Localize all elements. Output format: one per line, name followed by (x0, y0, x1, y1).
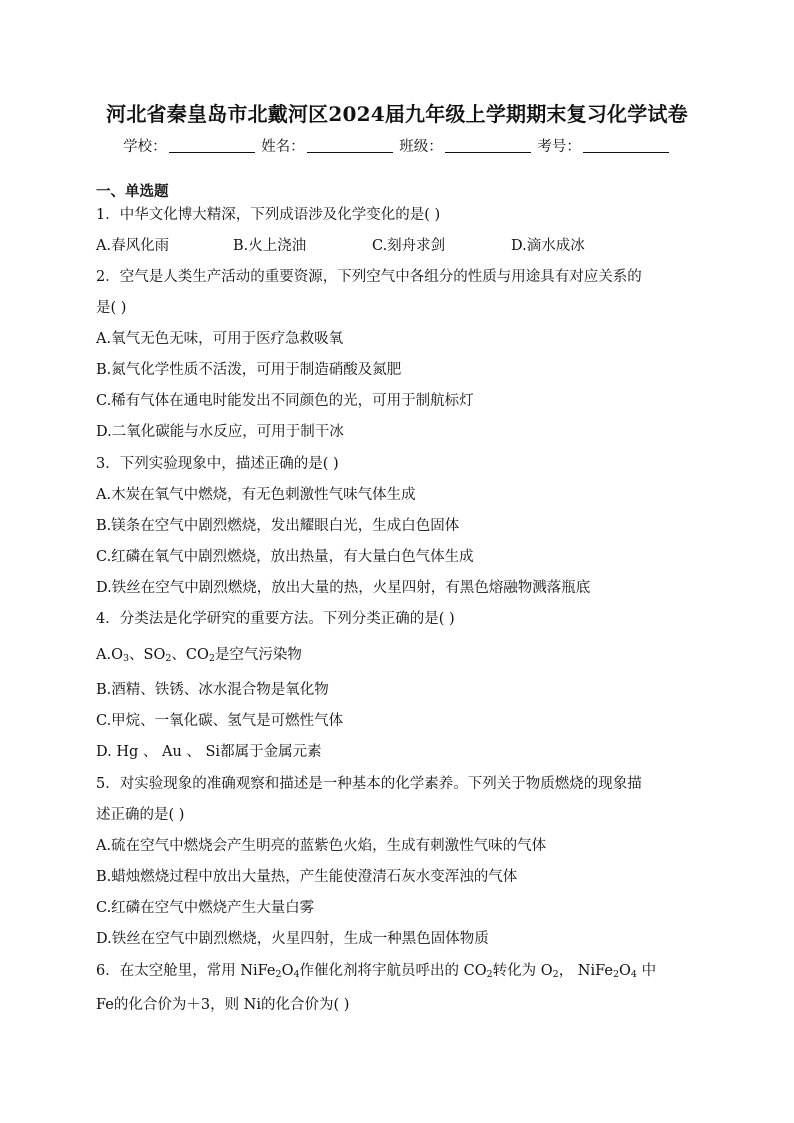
q6-sub5: 2 (612, 969, 620, 980)
q5-option-d: D.铁丝在空气中剧烈燃烧，火星四射，生成一种黑色固体物质 (96, 931, 489, 947)
q4-a-prefix: A. (96, 647, 112, 663)
q1-option-a: A.春风化雨 (96, 238, 170, 254)
q6-stem-line1 (96, 962, 656, 980)
q4-a-so2-sub: 2 (165, 653, 172, 664)
q2-option-a: A.氧气无色无味，可用于医疗急救吸氧 (96, 331, 344, 347)
q2-stem-line2: 是( ) (96, 300, 127, 316)
q5-option-c: C.红磷在空气中燃烧产生大量白雾 (96, 900, 315, 916)
q1-stem: 1．中华文化博大精深，下列成语涉及化学变化的是( ) (96, 207, 441, 223)
q3-option-b: B.镁条在空气中剧烈燃烧，发出耀眼白光，生成白色固体 (96, 518, 460, 534)
q4-a-sep1: 、 (129, 647, 144, 663)
name-blank[interactable] (307, 138, 393, 153)
number-blank[interactable] (583, 138, 669, 153)
q4-a-ozone-sub: 3 (122, 653, 130, 664)
q1-option-b: B.火上浇油 (233, 238, 307, 254)
q6-part5: ， NiFe (558, 963, 613, 979)
q4-option-d: D. Hg 、 Au 、 Si都属于金属元素 (96, 744, 322, 760)
q6-sub4: 2 (552, 969, 559, 980)
school-blank[interactable] (169, 138, 255, 153)
q6-part2: O (281, 963, 294, 979)
q4-a-so2: SO (143, 647, 166, 663)
q4-a-ozone: O (111, 647, 123, 663)
q3-option-c: C.红磷在氧气中剧烈燃烧，放出热量，有大量白色气体生成 (96, 549, 474, 565)
class-label: 班级： (399, 139, 443, 155)
exam-title: 河北省秦皇岛市北戴河区2024届九年级上学期期末复习化学试卷 (106, 102, 688, 126)
q6-part7: 中 (636, 963, 657, 979)
q6-sub3: 2 (486, 969, 493, 980)
q2-stem-line1: 2．空气是人类生产活动的重要资源，下列空气中各组分的性质与用途具有对应关系的 (96, 269, 642, 285)
q6-part4: 转化为 O (492, 963, 553, 979)
q4-option-b: B.酒精、铁锈、冰水混合物是氧化物 (96, 682, 329, 698)
section-heading: 一、单选题 (96, 184, 169, 200)
q2-option-b: B.氮气化学性质不活泼，可用于制造硝酸及氮肥 (96, 362, 402, 378)
q6-sub6: 4 (630, 969, 637, 980)
name-label: 姓名： (261, 139, 305, 155)
school-label: 学校： (123, 139, 167, 155)
q6-sub1: 2 (275, 969, 282, 980)
q6-part1: 6．在太空舱里，常用 NiFe (96, 963, 276, 979)
q5-option-a: A.硫在空气中燃烧会产生明亮的蓝紫色火焰，生成有刺激性气味的气体 (96, 838, 547, 854)
q4-option-c: C.甲烷、一氧化碳、氢气是可燃性气体 (96, 713, 344, 729)
q4-option-a (96, 646, 302, 664)
number-label: 考号： (537, 139, 581, 155)
q4-a-co2-sub: 2 (208, 653, 215, 664)
q6-part3: 作催化剂将宇航员呼出的 CO (299, 963, 487, 979)
q3-option-a: A.木炭在氧气中燃烧，有无色刺激性气味气体生成 (96, 487, 416, 503)
q4-a-sep2: 、 (171, 647, 186, 663)
q1-option-c: C.刻舟求剑 (372, 238, 446, 254)
q5-option-b: B.蜡烛燃烧过程中放出大量热，产生能使澄清石灰水变浑浊的气体 (96, 869, 518, 885)
q6-part6: O (619, 963, 631, 979)
q3-option-d: D.铁丝在空气中剧烈燃烧，放出大量的热，火星四射，有黑色熔融物溅落瓶底 (96, 580, 591, 596)
q5-stem-line2: 述正确的是( ) (96, 807, 185, 823)
q1-option-d: D.滴水成冰 (511, 238, 585, 254)
q5-stem-line1: 5．对实验现象的准确观察和描述是一种基本的化学素养。下列关于物质燃烧的现象描 (96, 776, 642, 792)
q6-sub2: 4 (293, 969, 300, 980)
q4-stem: 4．分类法是化学研究的重要方法。下列分类正确的是( ) (96, 611, 455, 627)
student-info-row (0, 135, 794, 156)
q3-stem: 3．下列实验现象中，描述正确的是( ) (96, 456, 339, 472)
q2-option-c: C.稀有气体在通电时能发出不同颜色的光，可用于制航标灯 (96, 393, 474, 409)
q6-stem-line2: Fe的化合价为＋3，则 Ni的化合价为( ) (96, 997, 350, 1013)
q4-a-suffix: 是空气污染物 (214, 647, 302, 663)
q4-a-co2: CO (185, 647, 209, 663)
class-blank[interactable] (445, 138, 531, 153)
q2-option-d: D.二氧化碳能与水反应，可用于制干冰 (96, 424, 344, 440)
